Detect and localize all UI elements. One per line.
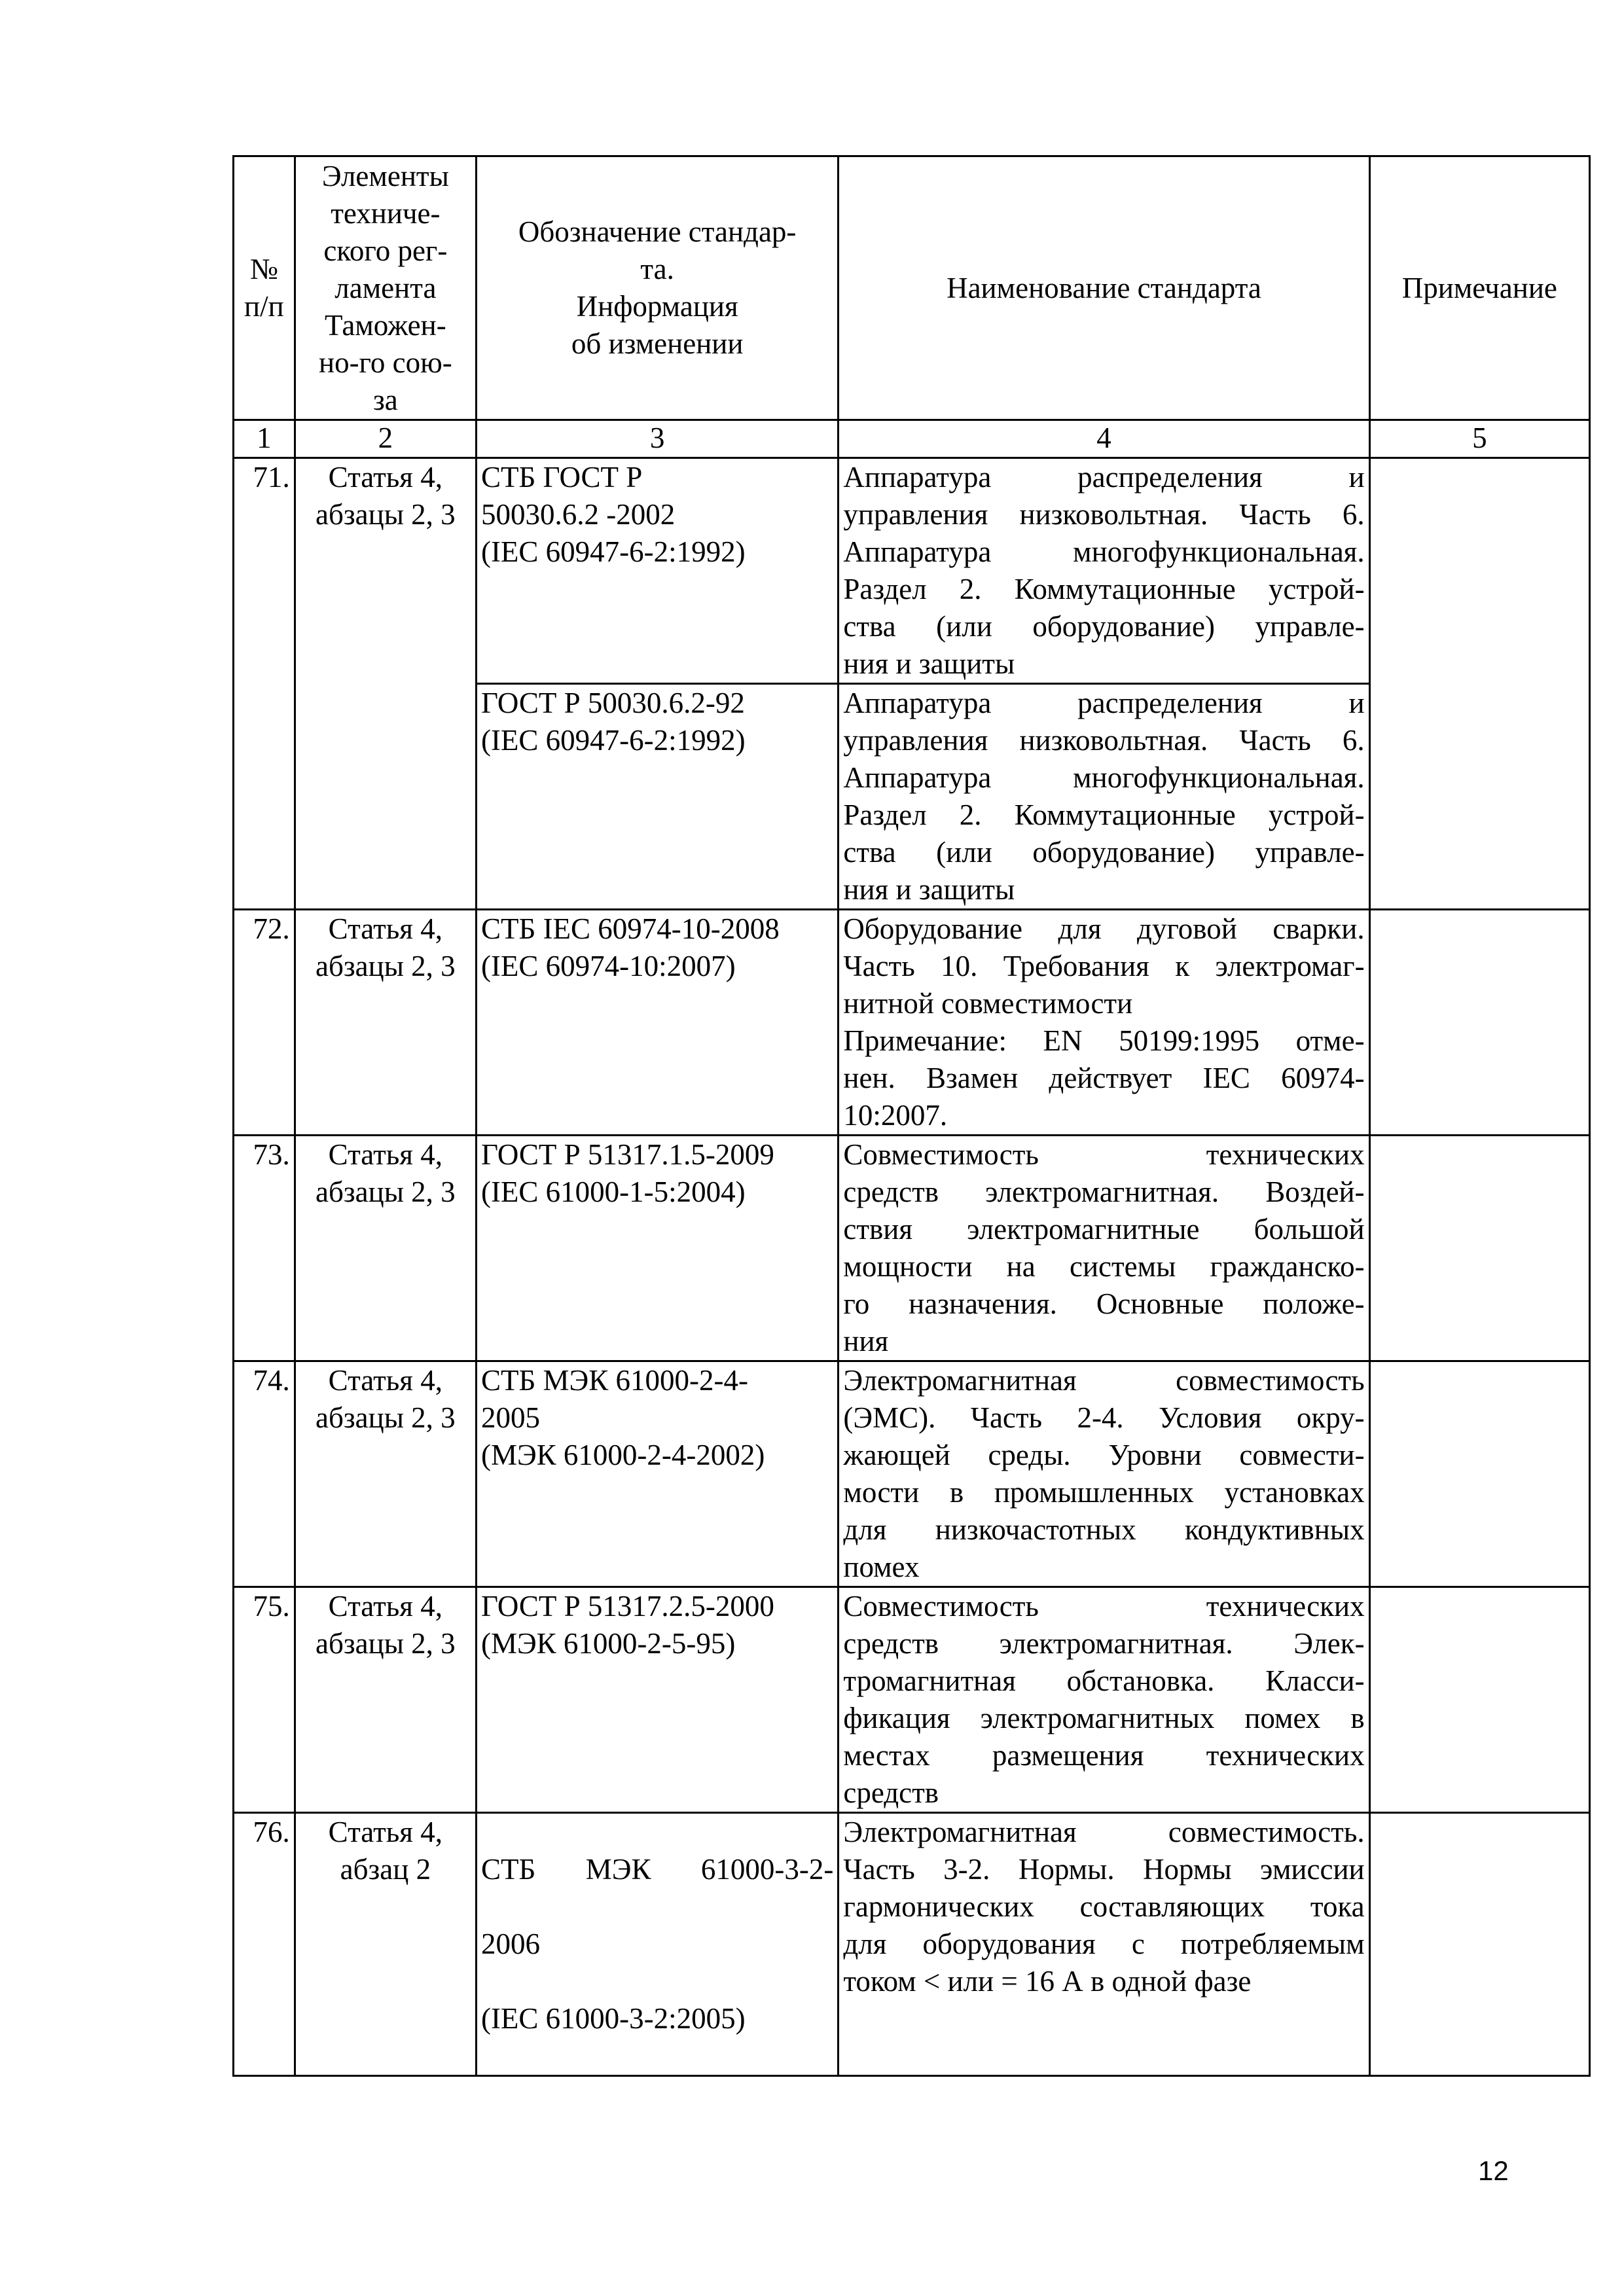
- name-line: гармонических составляющих тока: [843, 1890, 1365, 1923]
- header-elements-text: Элементы техниче- ского рег- ламента Таможен- но-го сою- за: [318, 159, 452, 416]
- page-number: 12: [1478, 2155, 1509, 2186]
- header-number: [234, 156, 295, 420]
- name-line: ства (или оборудование) управле-: [843, 610, 1365, 643]
- name-line: Аппаратура многофункциональная.: [843, 761, 1365, 794]
- header-designation-text: Обозначение стандар- та. Информация об изменении: [518, 215, 797, 360]
- row-number: 71.: [234, 458, 295, 910]
- name-line: Раздел 2. Коммутационные устрой-: [843, 798, 1365, 831]
- name-line: Оборудование для дуговой сварки.: [843, 912, 1365, 945]
- header-note-text: Примечание: [1401, 271, 1557, 304]
- standards-table: [232, 155, 1591, 2077]
- row-number: 72.: [234, 910, 295, 1136]
- table-row: [234, 1361, 1590, 1587]
- row-number: 74.: [234, 1361, 295, 1587]
- code-line: 2006: [480, 1928, 540, 1960]
- header-elements: [295, 156, 476, 420]
- name-line: средств электромагнитная. Воздей-: [843, 1175, 1365, 1208]
- standard-name: [839, 458, 1369, 684]
- column-number-row: [234, 420, 1590, 458]
- name-line: тромагнитная обстановка. Класси-: [843, 1664, 1365, 1697]
- table-row: [234, 1136, 1590, 1361]
- name-line: ния и защиты: [843, 647, 1015, 680]
- name-line: Аппаратура многофункциональная.: [843, 535, 1365, 568]
- column-number: 4: [839, 420, 1369, 458]
- table-row: [234, 1813, 1590, 2076]
- standard-name: [839, 910, 1369, 1136]
- name-line: (ЭМС). Часть 2-4. Условия окру-: [843, 1401, 1365, 1434]
- row-note: [1369, 1587, 1589, 1813]
- name-line: нен. Взамен действует IEC 60974-: [843, 1062, 1365, 1094]
- header-number-text: № п/п: [244, 253, 284, 323]
- name-line: ния: [843, 1325, 889, 1357]
- row-element: Статья 4, абзац 2: [295, 1813, 476, 2076]
- name-line: ства (или оборудование) управле-: [843, 836, 1365, 869]
- standard-code: ГОСТ Р 50030.6.2-92 (IEC 60947-6-2:1992): [476, 684, 838, 910]
- name-line: для оборудования с потребляемым: [843, 1928, 1365, 1960]
- column-number: 2: [295, 420, 476, 458]
- name-line: Совместимость технических: [843, 1138, 1365, 1171]
- standard-code: ГОСТ Р 51317.1.5-2009 (IEC 61000-1-5:2004): [476, 1136, 838, 1361]
- row-element: Статья 4, абзацы 2, 3: [295, 458, 476, 910]
- name-line: жающей среды. Уровни совмести-: [843, 1439, 1365, 1471]
- name-line: средств электромагнитная. Элек-: [843, 1627, 1365, 1660]
- name-line: Аппаратура распределения и: [843, 687, 1365, 719]
- name-line: Часть 10. Требования к электромаг-: [843, 950, 1365, 982]
- standard-code: ГОСТ Р 51317.2.5-2000 (МЭК 61000-2-5-95): [476, 1587, 838, 1813]
- standard-name: [839, 1361, 1369, 1587]
- standard-name: [839, 1587, 1369, 1813]
- name-line: током < или = 16 А в одной фазе: [843, 1965, 1252, 1998]
- name-line: Совместимость технических: [843, 1590, 1365, 1623]
- name-line: 10:2007.: [843, 1099, 948, 1132]
- table-row: [234, 458, 1590, 684]
- standard-name: [839, 684, 1369, 910]
- standard-code: СТБ ГОСТ Р 50030.6.2 -2002 (IEC 60947-6-2:1992): [476, 458, 838, 684]
- name-line: фикация электромагнитных помех в: [843, 1702, 1365, 1734]
- row-note: [1369, 1361, 1589, 1587]
- name-line: мощности на системы гражданско-: [843, 1250, 1365, 1283]
- row-element: Статья 4, абзацы 2, 3: [295, 1136, 476, 1361]
- standard-name: [839, 1813, 1369, 2076]
- name-line: Электромагнитная совместимость: [843, 1364, 1365, 1397]
- header-standard-name-text: Наименование стандарта: [947, 271, 1261, 304]
- name-line: управления низковольтная. Часть 6.: [843, 724, 1365, 757]
- standard-code: СТБ МЭК 61000-2-4- 2005 (МЭК 61000-2-4-2002): [476, 1361, 838, 1587]
- row-number: 73.: [234, 1136, 295, 1361]
- row-number: 76.: [234, 1813, 295, 2076]
- name-line: Электромагнитная совместимость.: [843, 1816, 1365, 1848]
- standard-name: [839, 1136, 1369, 1361]
- row-number: 75.: [234, 1587, 295, 1813]
- column-number: 5: [1369, 420, 1589, 458]
- name-line: Примечание: EN 50199:1995 отме-: [843, 1024, 1365, 1057]
- code-line: СТБ МЭК 61000-3-2-: [480, 1853, 834, 1886]
- name-line: местах размещения технических: [843, 1739, 1365, 1772]
- name-line: для низкочастотных кондуктивных: [843, 1513, 1365, 1546]
- header-standard-name: [839, 156, 1369, 420]
- column-number: 3: [476, 420, 838, 458]
- row-element: Статья 4, абзацы 2, 3: [295, 910, 476, 1136]
- name-line: нитной совместимости: [843, 987, 1133, 1020]
- table-header-row: [234, 156, 1590, 420]
- name-line: Аппаратура распределения и: [843, 461, 1365, 493]
- name-line: управления низковольтная. Часть 6.: [843, 498, 1365, 531]
- code-line: (IEC 61000-3-2:2005): [480, 2002, 746, 2035]
- row-note: [1369, 1813, 1589, 2076]
- name-line: мости в промышленных установках: [843, 1476, 1365, 1509]
- row-note: [1369, 1136, 1589, 1361]
- name-line: средств: [843, 1776, 939, 1809]
- column-number: 1: [234, 420, 295, 458]
- row-element: Статья 4, абзацы 2, 3: [295, 1361, 476, 1587]
- row-note: [1369, 910, 1589, 1136]
- row-note: [1369, 458, 1589, 910]
- name-line: помех: [843, 1551, 920, 1583]
- name-line: го назначения. Основные положе-: [843, 1287, 1365, 1320]
- header-designation: [476, 156, 838, 420]
- name-line: Часть 3-2. Нормы. Нормы эмиссии: [843, 1853, 1365, 1886]
- name-line: ния и защиты: [843, 873, 1015, 906]
- row-element: Статья 4, абзацы 2, 3: [295, 1587, 476, 1813]
- table-row: [234, 1587, 1590, 1813]
- name-line: ствия электромагнитные большой: [843, 1213, 1365, 1246]
- header-note: [1369, 156, 1589, 420]
- standard-code: СТБ IEC 60974-10-2008 (IEC 60974-10:2007): [476, 910, 838, 1136]
- standard-code: [476, 1813, 838, 2076]
- table-row: [234, 910, 1590, 1136]
- name-line: Раздел 2. Коммутационные устрой-: [843, 573, 1365, 605]
